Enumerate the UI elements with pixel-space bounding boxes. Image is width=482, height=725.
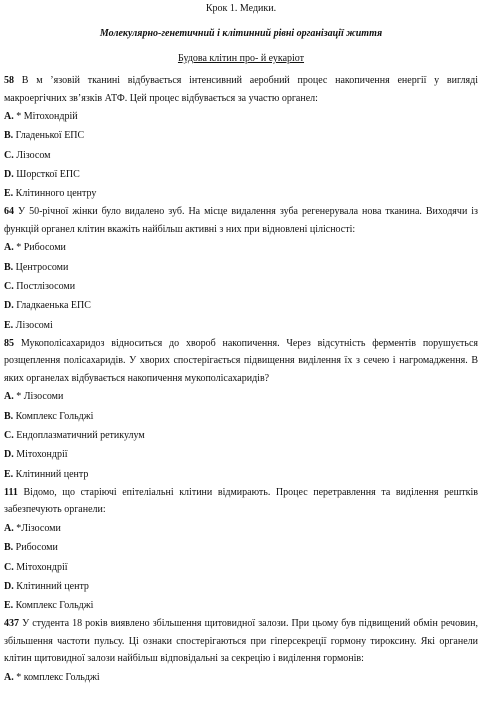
question-text: [4, 484, 478, 519]
option-text: Клітинного центру: [15, 188, 97, 200]
answer-option: [4, 387, 478, 406]
option-letter: D.: [4, 449, 14, 461]
question-text: [4, 615, 478, 668]
answer-option: [4, 277, 478, 296]
answer-option: [4, 445, 478, 464]
answer-option: [4, 465, 478, 484]
option-text: Ендоплазматичний ретикулум: [16, 430, 145, 442]
option-letter: E.: [4, 188, 14, 200]
question-number: 85: [4, 337, 14, 349]
answer-option: [4, 165, 478, 184]
option-text: * Лізосоми: [16, 391, 64, 403]
answer-option: [4, 519, 478, 538]
option-text: Гладкаенька ЕПС: [16, 300, 91, 312]
option-text: Лізосом: [16, 149, 51, 161]
question-block: [4, 72, 478, 203]
question-body: Відомо, що старіючі епітеліальні клітини відмирають. Процес перетравлення та виділення рештків забезпечують органели:: [4, 486, 478, 516]
page-title: Молекулярно-генетичний і клітинний рівні організації життя: [99, 28, 383, 39]
question-list: [4, 72, 478, 687]
answer-option: [4, 107, 478, 126]
option-letter: A.: [4, 242, 14, 254]
option-letter: E.: [4, 319, 14, 331]
answer-option: [4, 126, 478, 145]
question-text: [4, 72, 478, 107]
option-letter: B.: [4, 130, 14, 142]
option-letter: D.: [4, 580, 14, 592]
answer-option: [4, 184, 478, 203]
option-letter: A.: [4, 522, 14, 534]
option-letter: C.: [4, 561, 14, 573]
question-number: 64: [4, 206, 14, 218]
option-text: * комплекс Гольджі: [16, 671, 100, 683]
option-letter: C.: [4, 281, 14, 293]
option-letter: C.: [4, 430, 14, 442]
option-letter: A.: [4, 671, 14, 683]
answer-option: [4, 596, 478, 615]
option-text: Рибосоми: [15, 542, 58, 554]
question-body: У студента 18 років виявлено збільшення щитовидної залози. При цьому був підвищений обмін речовин, збільшення частоти пульсу. Ці ознаки спостерігаються при гіперсекреції гормону тироксину. Які органели клітин щитовидної залози найбільш відповідальні за секрецію і виділення гормонів:: [4, 618, 478, 665]
question-block: [4, 203, 478, 334]
option-text: Гладенької ЕПС: [15, 130, 85, 142]
question-body: В м ’язовій тканині відбувається інтенсивний аеробний процес накопичення енергії у вигляді макроергічних зв’язків АТФ. Цей процес відбувається за участю органел:: [4, 75, 479, 104]
option-letter: A.: [4, 391, 14, 403]
answer-option: [4, 258, 478, 277]
question-number: 111: [4, 486, 18, 498]
answer-option: [4, 558, 478, 577]
option-text: Мітохондрії: [16, 449, 68, 461]
option-text: Лізосомі: [15, 319, 53, 331]
option-letter: D.: [4, 300, 14, 312]
answer-option: [4, 577, 478, 596]
option-text: Клітинний центр: [15, 468, 89, 480]
option-text: Центросоми: [15, 261, 69, 273]
option-text: Комплекс Гольджі: [15, 410, 94, 422]
question-body: Мукополісахаридоз відноситься до хвороб накопичення. Через відсутність ферментів порушується розщеплення полісахаридів. У хворих спостерігається підвищення виділення їх з сечею і нагромадження. В яких органелах відбувається накопичення мукополісахаридів?: [4, 337, 478, 384]
answer-option: [4, 238, 478, 257]
option-text: Шорсткої ЕПС: [16, 168, 80, 180]
option-text: * Мітохондрій: [16, 111, 78, 122]
option-text: * Рибосоми: [16, 242, 66, 254]
answer-option: [4, 538, 478, 557]
option-letter: D.: [4, 168, 14, 180]
option-text: Клітинний центр: [16, 580, 89, 592]
page-header: Крок 1. Медики.: [205, 3, 277, 14]
option-letter: B.: [4, 410, 14, 422]
option-text: Постлізосоми: [16, 281, 76, 293]
question-text: [4, 203, 478, 238]
option-letter: B.: [4, 261, 14, 273]
option-text: *Лізосоми: [16, 522, 61, 534]
question-body: У 50-річної жінки було видалено зуб. На місце видалення зуба регенерувала нова тканина. Виходячи із функцій органел клітин вкажіть найбільш активні з них при відновлені цілісності:: [4, 206, 479, 235]
answer-option: [4, 146, 478, 165]
question-number: 58: [4, 75, 14, 86]
option-letter: A.: [4, 111, 14, 122]
answer-option: [4, 316, 478, 335]
option-text: Комплекс Гольджі: [15, 600, 94, 612]
option-letter: C.: [4, 149, 14, 161]
question-block: [4, 484, 478, 615]
answer-option: [4, 426, 478, 445]
option-letter: E.: [4, 468, 14, 480]
question-number: 437: [4, 618, 19, 630]
section-subtitle: Будова клітин про- й еукаріот: [177, 53, 305, 64]
answer-option: [4, 407, 478, 426]
question-text: [4, 335, 478, 388]
option-text: Мітохондрії: [16, 561, 68, 573]
answer-option: [4, 296, 478, 315]
answer-option: [4, 668, 478, 687]
option-letter: B.: [4, 542, 14, 554]
option-letter: E.: [4, 600, 14, 612]
question-block: [4, 615, 478, 687]
question-block: [4, 335, 478, 484]
